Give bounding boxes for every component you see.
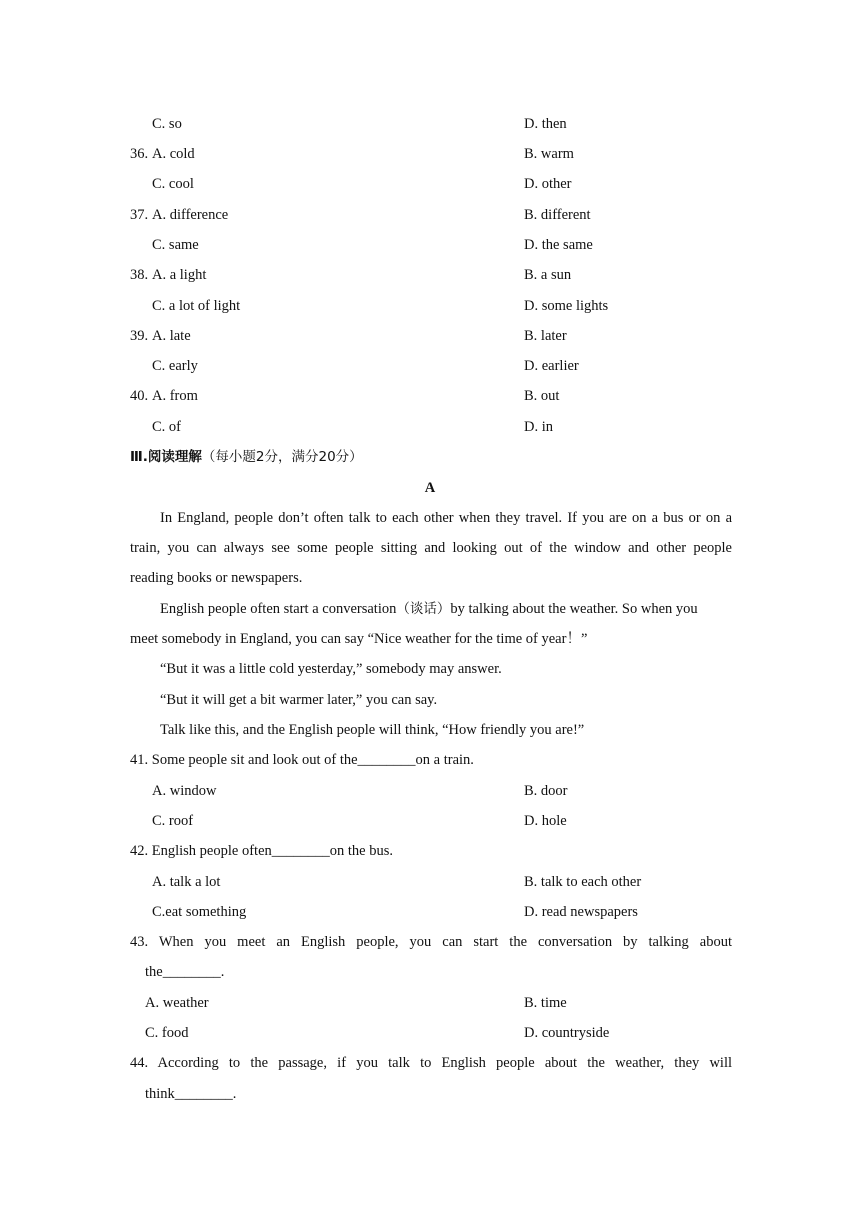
option-d: D. hole bbox=[524, 813, 567, 829]
passage-line: train, you can always see some people sitting and looking out of the window and other people bbox=[130, 540, 732, 556]
question-stem: 42. English people often________on the bus. bbox=[130, 843, 393, 859]
passage-line: Talk like this, and the English people will think, “How friendly you are!” bbox=[160, 722, 585, 738]
passage-gloss: （谈话） bbox=[396, 601, 451, 617]
passage-line bbox=[160, 600, 698, 618]
option-b: B. a sun bbox=[524, 267, 572, 283]
option-d: D. countryside bbox=[524, 1025, 610, 1041]
option-b: B. warm bbox=[524, 146, 574, 162]
option-c: C. same bbox=[152, 237, 199, 253]
passage-line: In England, people don’t often talk to each other when they travel. If you are on a bus or on a bbox=[160, 510, 732, 526]
option-a: A. weather bbox=[145, 995, 209, 1011]
option-d: D. other bbox=[524, 176, 572, 192]
question-stem: 41. Some people sit and look out of the________on a train. bbox=[130, 752, 474, 768]
passage-text: English people often start a conversation bbox=[160, 601, 397, 617]
section-note: （每小题2分，满分20分） bbox=[201, 449, 363, 465]
option-c: C. roof bbox=[152, 813, 194, 829]
question-stem: the________. bbox=[145, 964, 225, 980]
passage-line: meet somebody in England, you can say “Nice weather for the time of year！” bbox=[130, 631, 588, 647]
option-c: C. food bbox=[145, 1025, 189, 1041]
question-number: 39. bbox=[130, 328, 149, 344]
question-stem: think________. bbox=[145, 1086, 237, 1102]
option-c: C. cool bbox=[152, 176, 194, 192]
passage-line: reading books or newspapers. bbox=[130, 570, 303, 586]
option-d: D. the same bbox=[524, 237, 593, 253]
option-a: A. cold bbox=[152, 146, 195, 162]
question-stem: 44. According to the passage, if you talk to English people about the weather, they will bbox=[130, 1055, 732, 1071]
question-number: 40. bbox=[130, 388, 149, 404]
option-c: C. a lot of light bbox=[152, 298, 241, 314]
section-heading bbox=[130, 448, 363, 466]
question-stem: 43. When you meet an English people, you can start the conversation by talking about bbox=[130, 934, 732, 950]
option-b: B. talk to each other bbox=[524, 874, 642, 890]
question-number: 36. bbox=[130, 146, 149, 162]
option-d: D. then bbox=[524, 116, 567, 132]
question-number: 38. bbox=[130, 267, 149, 283]
passage-label: A bbox=[424, 480, 436, 496]
option-d: D. read newspapers bbox=[524, 904, 638, 920]
option-d: D. some lights bbox=[524, 298, 609, 314]
passage-line: “But it will get a bit warmer later,” you can say. bbox=[160, 692, 438, 708]
option-b: B. later bbox=[524, 328, 567, 344]
option-a: A. late bbox=[152, 328, 191, 344]
option-c: C.eat something bbox=[152, 904, 247, 920]
question-number: 37. bbox=[130, 207, 149, 223]
option-c: C. early bbox=[152, 358, 198, 374]
option-b: B. door bbox=[524, 783, 568, 799]
option-a: A. difference bbox=[152, 207, 229, 223]
passage-line: “But it was a little cold yesterday,” somebody may answer. bbox=[160, 661, 502, 677]
option-d: D. in bbox=[524, 419, 553, 435]
option-b: B. different bbox=[524, 207, 591, 223]
option-b: B. out bbox=[524, 388, 560, 404]
option-c: C. of bbox=[152, 419, 181, 435]
option-c: C. so bbox=[152, 116, 182, 132]
option-a: A. a light bbox=[152, 267, 207, 283]
section-title: Ⅲ.阅读理解 bbox=[130, 449, 202, 465]
option-a: A. window bbox=[152, 783, 217, 799]
passage-text: by talking about the weather. So when you bbox=[450, 601, 698, 617]
option-d: D. earlier bbox=[524, 358, 579, 374]
option-a: A. talk a lot bbox=[152, 874, 221, 890]
option-b: B. time bbox=[524, 995, 567, 1011]
option-a: A. from bbox=[152, 388, 198, 404]
